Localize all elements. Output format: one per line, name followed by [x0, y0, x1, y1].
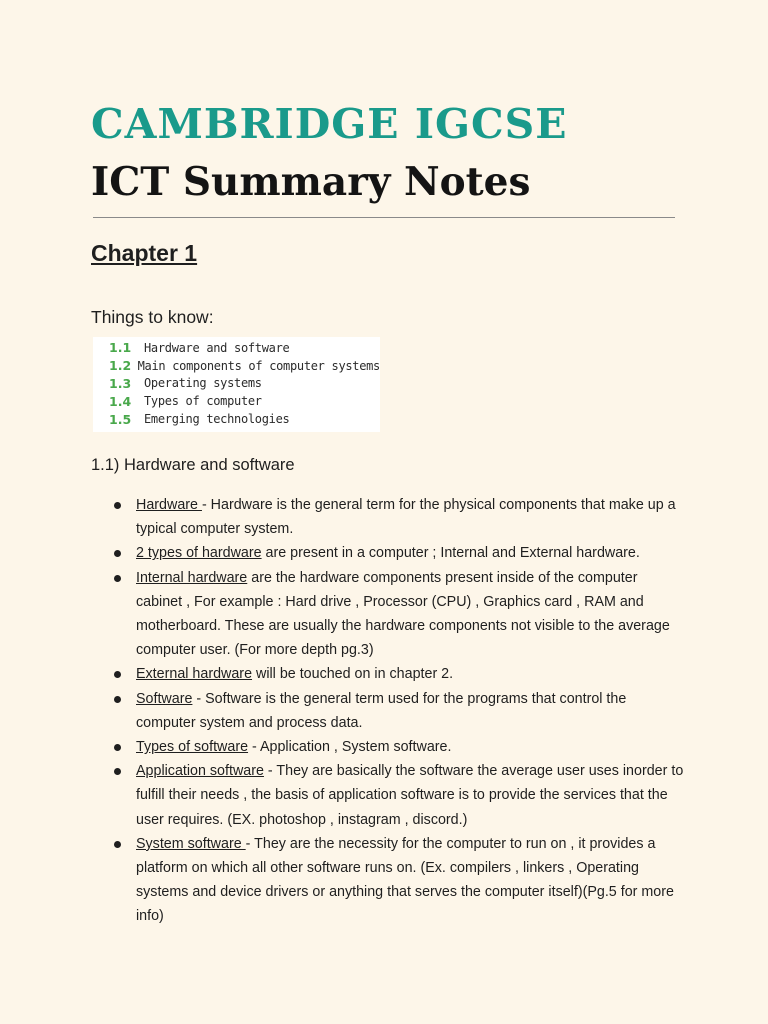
- topics-list: [93, 337, 380, 432]
- topic-item: [109, 339, 380, 357]
- topic-number: 1.5: [109, 411, 132, 427]
- topic-label: Main components of computer systems: [137, 358, 380, 373]
- document-subtitle: ICT Summary Notes: [91, 159, 531, 205]
- list-item: [110, 493, 685, 541]
- intro-text: Things to know:: [91, 307, 214, 327]
- list-item: [110, 687, 685, 735]
- term: External hardware: [136, 666, 253, 683]
- topic-label: Types of computer: [144, 394, 262, 409]
- topic-item: [109, 375, 380, 393]
- definition: - Software is the general term used for the programs that control the computer system and process data.: [136, 690, 627, 731]
- document-title: CAMBRIDGE IGCSE: [91, 100, 568, 148]
- term: Internal hardware: [136, 569, 248, 586]
- definition: will be touched on in chapter 2.: [252, 666, 454, 683]
- definition: are present in a computer ; Internal and External hardware.: [261, 545, 640, 562]
- topic-number: 1.2: [109, 358, 132, 374]
- topic-item: [109, 410, 380, 428]
- term: 2 types of hardware: [136, 545, 262, 562]
- topic-label: Operating systems: [144, 376, 262, 391]
- definition: - Hardware is the general term for the physical components that make up a typical computer system.: [136, 497, 676, 538]
- term: Hardware: [136, 497, 202, 513]
- definition: are the hardware components present inside of the computer cabinet , For example : Hard drive , Processor (CPU) , Graphics card , RAM and motherboard. These are usually the hardware components not visible to the average computer user. (For more depth pg.3): [136, 569, 670, 659]
- term: Application software: [136, 763, 264, 780]
- topic-label: Hardware and software: [144, 340, 290, 355]
- list-item: [110, 759, 685, 832]
- topic-number: 1.1: [109, 340, 132, 356]
- topic-number: 1.4: [109, 393, 132, 409]
- topic-item: [109, 357, 380, 375]
- list-item: [110, 735, 685, 759]
- term: Types of software: [136, 739, 249, 756]
- definition: - They are basically the software the average user uses inorder to fulfill their needs , the basis of application software is to provide the services that the user requires. (EX. photoshop , instagram , discord.): [136, 763, 684, 828]
- notes-list: [110, 493, 685, 929]
- term: System software: [136, 835, 246, 852]
- section-heading: 1.1) Hardware and software: [91, 456, 295, 474]
- definition: - Application , System software.: [248, 739, 452, 756]
- term: Software: [136, 690, 193, 707]
- topic-label: Emerging technologies: [144, 412, 290, 427]
- list-item: [110, 832, 685, 929]
- topic-item: [109, 392, 380, 410]
- chapter-heading: Chapter 1: [91, 240, 198, 266]
- topic-number: 1.3: [109, 375, 132, 391]
- definition: - They are the necessity for the computer to run on , it provides a platform on which all other software runs on. (Ex. compilers , linkers , Operating systems and device drivers or anything that serves the computer itself)(Pg.5 for more info): [136, 835, 674, 925]
- list-item: [110, 662, 685, 686]
- list-item: [110, 566, 685, 663]
- title-divider: [93, 217, 675, 218]
- list-item: [110, 541, 685, 565]
